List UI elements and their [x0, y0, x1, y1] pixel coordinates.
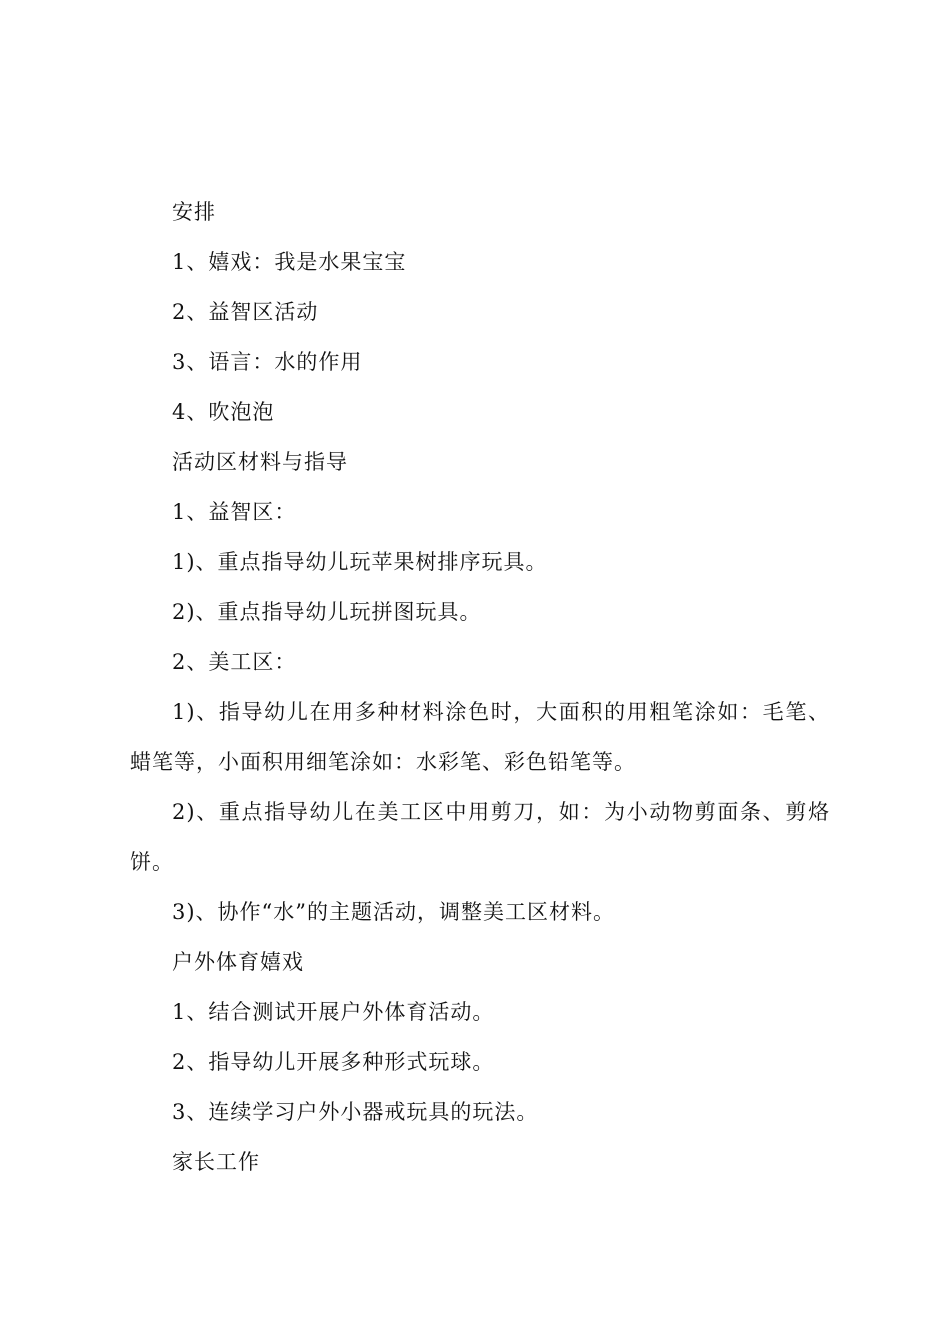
section-heading-arrangement: 安排: [172, 200, 216, 224]
section-heading-outdoor-games: 户外体育嬉戏: [172, 950, 304, 974]
section-heading-parent-work: 家长工作: [172, 1150, 260, 1174]
document-body: [130, 187, 830, 1187]
list-item: 2、指导幼儿开展多种形式玩球。: [172, 1050, 495, 1074]
list-item: 2)、重点指导幼儿在美工区中用剪刀，如：为小动物剪面条、剪烙饼。: [130, 800, 830, 874]
list-item: 2、益智区活动: [172, 300, 319, 324]
section-heading-activity-area: 活动区材料与指导: [172, 450, 348, 474]
list-item: 3)、协作“水”的主题活动，调整美工区材料。: [172, 900, 616, 924]
list-item: 3、语言：水的作用: [172, 350, 363, 374]
list-item: 2、美工区：: [172, 650, 297, 674]
list-item: 1、结合测试开展户外体育活动。: [172, 1000, 495, 1024]
list-item: 1、益智区：: [172, 500, 297, 524]
list-item: 1、嬉戏：我是水果宝宝: [172, 250, 407, 274]
list-item: 1)、重点指导幼儿玩苹果树排序玩具。: [172, 550, 548, 574]
list-item: 2)、重点指导幼儿玩拼图玩具。: [172, 600, 482, 624]
list-item: 3、连续学习户外小器戒玩具的玩法。: [172, 1100, 539, 1124]
list-item: 4、吹泡泡: [172, 400, 275, 424]
list-item: 1)、指导幼儿在用多种材料涂色时，大面积的用粗笔涂如：毛笔、蜡笔等，小面积用细笔涂如：水彩笔、彩色铅笔等。: [130, 700, 830, 774]
